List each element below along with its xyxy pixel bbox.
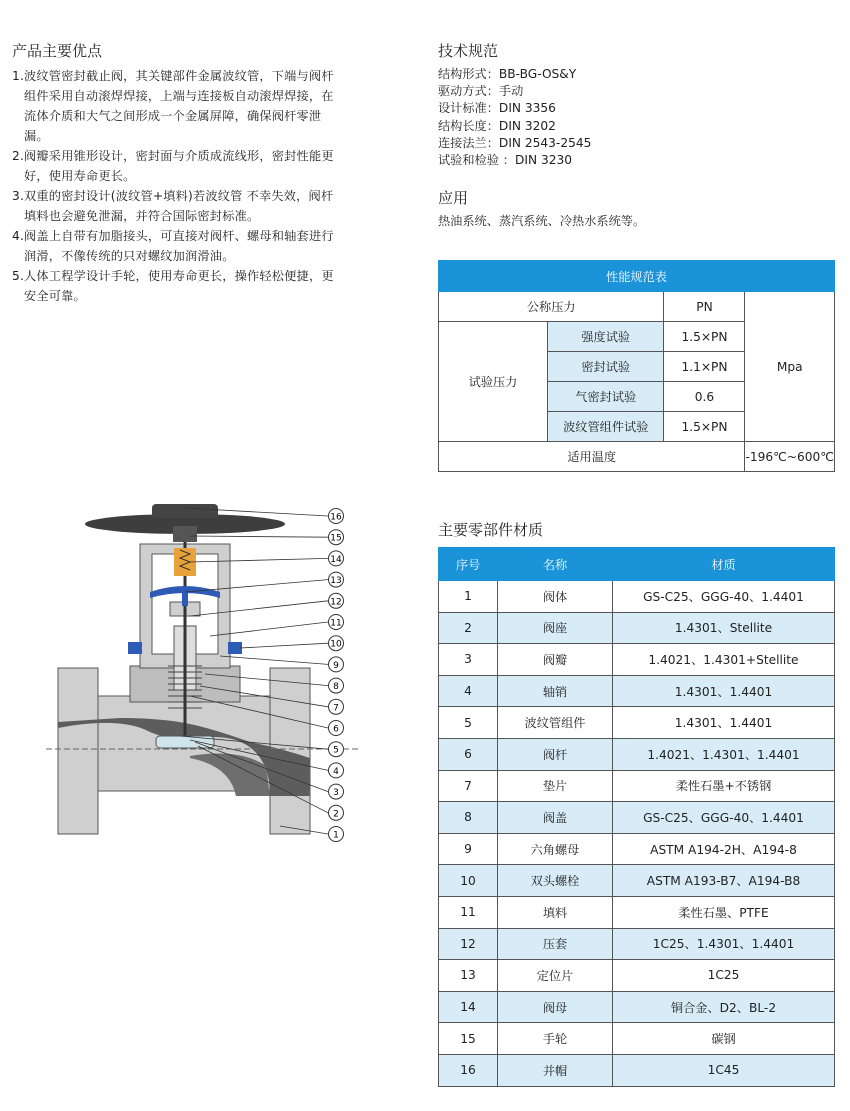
material-no: 4 — [439, 675, 498, 707]
material-material: 1C45 — [613, 1054, 835, 1086]
material-name: 并帽 — [498, 1054, 613, 1086]
spec-item: 结构长度：DIN 3202 — [438, 118, 556, 133]
material-no: 10 — [439, 865, 498, 897]
application-title: 应用 — [438, 189, 469, 207]
callout-line — [220, 656, 328, 664]
test-value: 1.5×PN — [664, 412, 745, 442]
material-no: 7 — [439, 770, 498, 802]
table-row — [439, 960, 835, 992]
table-row — [439, 770, 835, 802]
test-name: 强度试验 — [548, 322, 664, 352]
header-no: 序号 — [439, 548, 498, 581]
material-name: 压套 — [498, 928, 613, 960]
material-material: 1.4301、Stellite — [613, 612, 835, 644]
materials-table — [438, 547, 835, 1087]
material-no: 1 — [439, 581, 498, 613]
material-material: 碳钢 — [613, 1023, 835, 1055]
advantages-list — [12, 66, 340, 306]
performance-title: 性能规范表 — [439, 261, 835, 292]
material-material: GS-C25、GGG-40、1.4401 — [613, 802, 835, 834]
material-material: ASTM A194-2H、A194-8 — [613, 833, 835, 865]
callout-number: 6 — [333, 724, 339, 735]
stem-guide — [182, 588, 188, 606]
test-value: 1.1×PN — [664, 352, 745, 382]
spec-item: 驱动方式：手动 — [438, 84, 524, 99]
material-name: 手轮 — [498, 1023, 613, 1055]
material-material: 柔性石墨+不锈钢 — [613, 770, 835, 802]
specs-title: 技术规范 — [438, 42, 499, 60]
advantage-item: 3.双重的密封设计(波纹管+填料)若波纹管 不幸失效，阀杆填料也会避免泄漏，并符合国际密封标准。 — [12, 189, 334, 223]
material-no: 2 — [439, 612, 498, 644]
test-label: 试验压力 — [439, 322, 548, 442]
table-row — [439, 644, 835, 676]
application-text: 热油系统、蒸汽系统、冷热水系统等。 — [438, 214, 646, 228]
material-no: 3 — [439, 644, 498, 676]
advantage-item: 4.阀盖上自带有加脂接头，可直接对阀杆、螺母和轴套进行润滑，不像传统的只对螺纹加润滑油。 — [12, 229, 334, 263]
material-material: 1.4301、1.4401 — [613, 707, 835, 739]
callout-line — [190, 536, 328, 537]
table-row — [439, 612, 835, 644]
spec-item: 结构形式：BB-BG-OS&Y — [438, 67, 577, 81]
callout-number: 1 — [333, 830, 339, 841]
callout-number: 4 — [333, 766, 339, 777]
material-name: 阀瓣 — [498, 644, 613, 676]
callout-line — [240, 643, 328, 648]
material-name: 阀杆 — [498, 738, 613, 770]
materials-header — [439, 548, 835, 581]
material-material: ASTM A193-B7、A194-B8 — [613, 865, 835, 897]
advantage-item: 5.人体工程学设计手轮，使用寿命更长，操作轻松便捷，更安全可靠。 — [12, 269, 334, 303]
table-row — [439, 991, 835, 1023]
table-row — [439, 707, 835, 739]
material-name: 六角螺母 — [498, 833, 613, 865]
callout-number: 15 — [330, 533, 342, 544]
hex-nut-right — [228, 642, 242, 654]
material-no: 14 — [439, 991, 498, 1023]
spec-item: 连接法兰：DIN 2543-2545 — [438, 135, 592, 150]
spec-item: 试验和检验 ：DIN 3230 — [438, 153, 572, 168]
table-row — [439, 865, 835, 897]
material-no: 16 — [439, 1054, 498, 1086]
material-name: 阀盖 — [498, 802, 613, 834]
nominal-label: 公称压力 — [439, 292, 664, 322]
materials-title: 主要零部件材质 — [438, 521, 544, 539]
spec-item: 设计标准：DIN 3356 — [438, 101, 556, 116]
test-name: 气密封试验 — [548, 382, 664, 412]
material-name: 阀母 — [498, 991, 613, 1023]
temp-value: -196℃~600℃ — [745, 442, 835, 472]
material-material: GS-C25、GGG-40、1.4401 — [613, 581, 835, 613]
temp-label: 适用温度 — [439, 442, 745, 472]
material-no: 11 — [439, 896, 498, 928]
material-name: 双头螺栓 — [498, 865, 613, 897]
test-name: 密封试验 — [548, 352, 664, 382]
material-no: 5 — [439, 707, 498, 739]
material-name: 波纹管组件 — [498, 707, 613, 739]
material-name: 阀体 — [498, 581, 613, 613]
header-material: 材质 — [613, 548, 835, 581]
hex-nut-left — [128, 642, 142, 654]
callout-number: 14 — [330, 554, 342, 565]
material-no: 15 — [439, 1023, 498, 1055]
test-value: 1.5×PN — [664, 322, 745, 352]
material-name: 轴销 — [498, 675, 613, 707]
callout-number: 7 — [333, 703, 339, 714]
callout-number: 10 — [330, 639, 342, 650]
material-name: 阀座 — [498, 612, 613, 644]
table-row — [439, 738, 835, 770]
callout-number: 11 — [330, 618, 342, 629]
table-row — [439, 1023, 835, 1055]
test-name: 波纹管组件试验 — [548, 412, 664, 442]
specs-list — [438, 66, 591, 169]
material-material: 1.4021、1.4301+Stellite — [613, 644, 835, 676]
advantage-item: 1.波纹管密封截止阀，其关键部件金属波纹管，下端与阀杆组件采用自动滚焊焊接，上端与连接板自动滚焊焊接，在流体介质和大气之间形成一个金属屏障，确保阀杆零泄漏。 — [12, 69, 334, 143]
material-no: 13 — [439, 960, 498, 992]
header-name: 名称 — [498, 548, 613, 581]
advantages-title: 产品主要优点 — [12, 42, 103, 60]
advantage-item: 2.阀瓣采用锥形设计，密封面与介质成流线形，密封性能更好，使用寿命更长。 — [12, 149, 334, 183]
unit-cell: Mpa — [745, 292, 835, 442]
performance-table — [438, 260, 835, 472]
table-row — [439, 802, 835, 834]
valve-diagram — [40, 496, 360, 856]
material-no: 8 — [439, 802, 498, 834]
callout-number: 3 — [333, 788, 339, 799]
material-material: 1C25、1.4301、1.4401 — [613, 928, 835, 960]
material-no: 12 — [439, 928, 498, 960]
material-name: 垫片 — [498, 770, 613, 802]
test-value: 0.6 — [664, 382, 745, 412]
material-no: 6 — [439, 738, 498, 770]
material-material: 铜合金、D2、BL-2 — [613, 991, 835, 1023]
callout-number: 12 — [330, 597, 342, 608]
table-row — [439, 833, 835, 865]
table-row — [439, 581, 835, 613]
material-name: 定位片 — [498, 960, 613, 992]
material-material: 1.4301、1.4401 — [613, 675, 835, 707]
table-row — [439, 896, 835, 928]
material-material: 柔性石墨、PTFE — [613, 896, 835, 928]
table-row — [439, 928, 835, 960]
material-no: 9 — [439, 833, 498, 865]
material-name: 填料 — [498, 896, 613, 928]
material-material: 1C25 — [613, 960, 835, 992]
pn-cell: PN — [664, 292, 745, 322]
table-row — [439, 675, 835, 707]
callout-number: 9 — [333, 660, 339, 671]
table-row — [439, 1054, 835, 1086]
callout-number: 13 — [330, 576, 342, 587]
callout-number: 2 — [333, 809, 339, 820]
callout-number: 5 — [333, 745, 339, 756]
callout-number: 8 — [333, 682, 339, 693]
callout-number: 16 — [330, 512, 342, 523]
material-material: 1.4021、1.4301、1.4401 — [613, 738, 835, 770]
